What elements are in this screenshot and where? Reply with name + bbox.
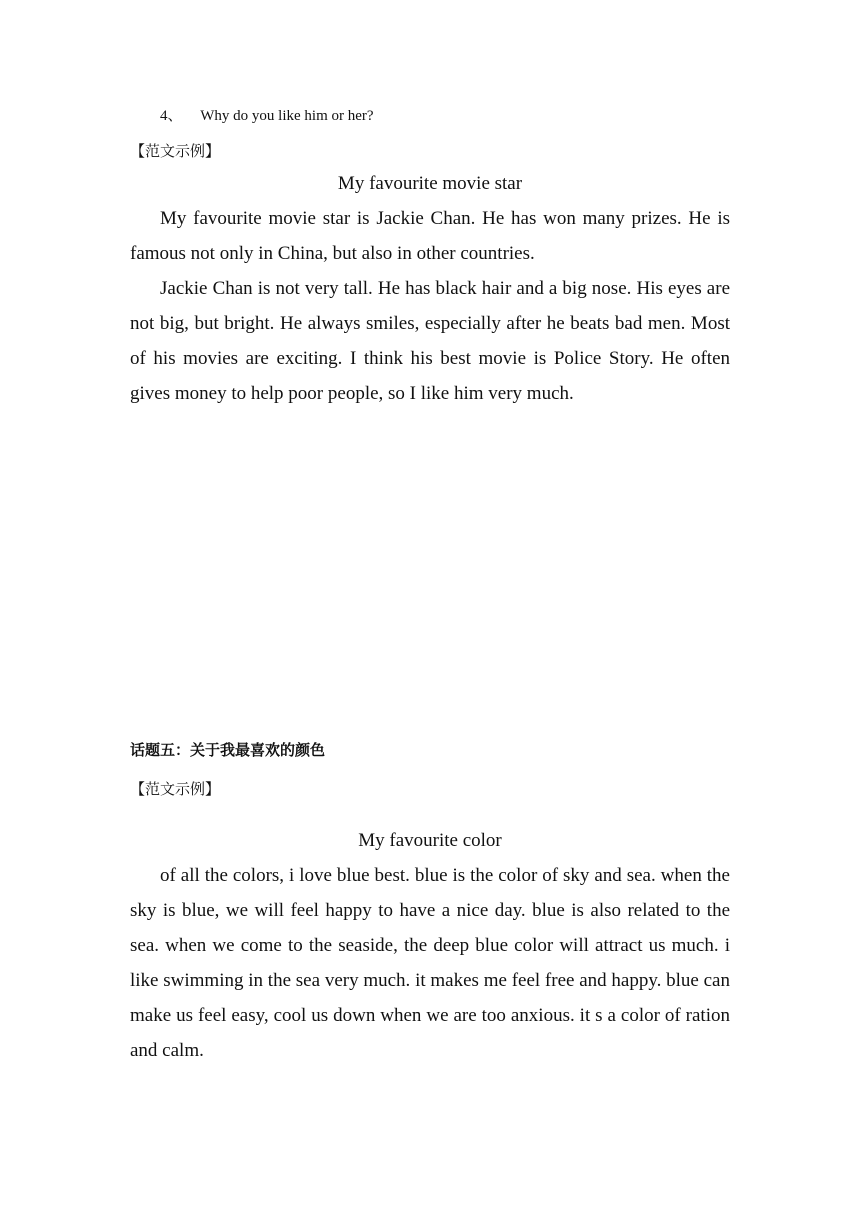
essay-paragraph: Jackie Chan is not very tall. He has black hair and a big nose. His eyes are not big, but bright. He always smiles, especially after he beats bad men. Most of his movies are exciting. I think his best movie is Police Story. He often gives money to help poor people, so I like him very much.: [130, 278, 730, 404]
question-number: 4、: [160, 108, 183, 124]
essay-paragraph: My favourite movie star is Jackie Chan. He has won many prizes. He is famous not only in China, but also in other countries.: [130, 208, 730, 264]
sample-essay-label-1: 【范文示例】: [130, 142, 221, 160]
sample-essay-label-2: 【范文示例】: [130, 780, 221, 798]
essay-color: [130, 858, 730, 1068]
topic-heading: 话题五：关于我最喜欢的颜色: [130, 741, 326, 759]
essay-title-movie-star: My favourite movie star: [337, 173, 523, 194]
question-text: Why do you like him or her?: [200, 108, 374, 124]
essay-movie-star: [130, 201, 730, 411]
essay-paragraph: of all the colors, i love blue best. blue is the color of sky and sea. when the sky is blue, we will feel happy to have a nice day. blue is also related to the sea. when we come to the seaside, the deep blue color will attract us much. i like swimming in the sea very much. it makes me feel free and happy. blue can make us feel easy, cool us down when we are too anxious. it s a color of ration and calm.: [130, 865, 730, 1061]
question-line: [160, 106, 374, 126]
essay-title-color: My favourite color: [358, 830, 502, 851]
